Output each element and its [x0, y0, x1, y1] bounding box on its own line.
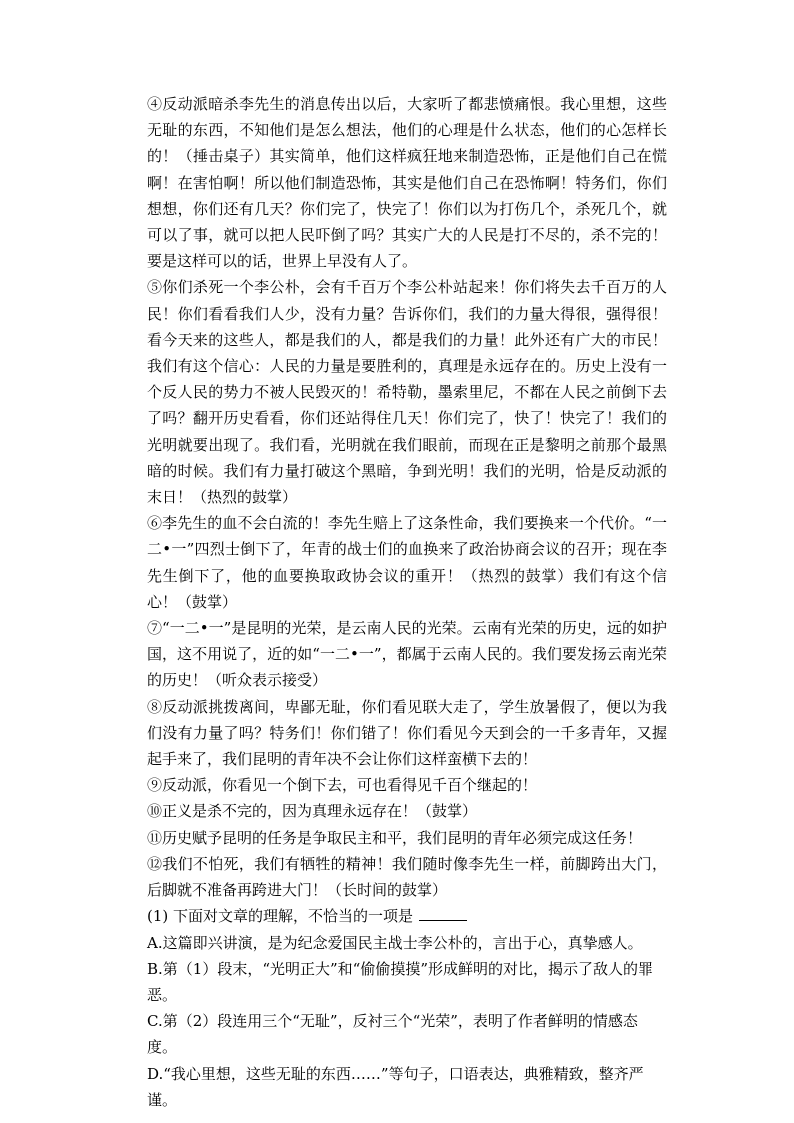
answer-blank[interactable] [419, 906, 467, 921]
paragraph-11: ⑪历史赋予昆明的任务是争取民主和平，我们昆明的青年必须完成这任务！ [147, 828, 643, 847]
paragraph-6: ⑥李先生的血不会白流的！李先生赔上了这条性命，我们要换来一个代价。“一二•一”四烈士倒下了，年青的战士们的血换来了政治协商会议的召开；现在李先生倒下了，他的血要换取政协会议的重开！（热烈的鼓掌）我们有这个信心！（鼓掌） [147, 514, 667, 611]
option-d: D.“我心里想，这些无耻的东西……”等句子，口语表达，典雅精致，整齐严谨。 [147, 1064, 644, 1109]
paragraph-5: ⑤你们杀死一个李公朴，会有千百万个李公朴站起来！你们将失去千百万的人民！你们看看我们人少，没有力量？告诉你们，我们的力量大得很，强得很！看今天来的这些人，都是我们的人，都是我们的力量！此外还有广大的市民！我们有这个信心：人民的力量是要胜利的，真理是永远存在的。历史上没有一个反人民的势力不被人民毁灭的！希特勒，墨索里尼，不都在人民之前倒下去了吗？翻开历史看看，你们还站得住几天！你们完了，快了！快完了！我们的光明就要出现了。我们看，光明就在我们眼前，而现在正是黎明之前那个最黑暗的时候。我们有力量打破这个黑暗，争到光明！我们的光明，恰是反动派的末日！（热烈的鼓掌） [147, 278, 667, 507]
question-stem: (1) 下面对文章的理解，不恰当的一项是 [147, 907, 414, 926]
question-stem-line [147, 903, 667, 929]
paragraph-8: ⑧反动派挑拨离间，卑鄙无耻，你们看见联大走了，学生放暑假了，便以为我们没有力量了吗？特务们！你们错了！你们看见今天到会的一千多青年，又握起手来了，我们昆明的青年决不会让你们这样蛮横下去的！ [147, 697, 667, 769]
paragraph-12: ⑫我们不怕死，我们有牺牲的精神！我们随时像李先生一样，前脚跨出大门，后脚就不准备再跨进大门！（长时间的鼓掌） [147, 854, 667, 900]
paragraph-7: ⑦“一二•一”是昆明的光荣，是云南人民的光荣。云南有光荣的历史，远的如护国，这不用说了，近的如“一二•一”，都属于云南人民的。我们要发扬云南光荣的历史！（听众表示接受） [147, 619, 667, 690]
paragraph-4: ④反动派暗杀李先生的消息传出以后，大家听了都悲愤痛恨。我心里想，这些无耻的东西，不知他们是怎么想法，他们的心理是什么状态，他们的心怎样长的！（捶击桌子）其实简单，他们这样疯狂地来制造恐怖，正是他们自己在慌啊！在害怕啊！所以他们制造恐怖，其实是他们自己在恐怖啊！特务们，你们想想，你们还有几天？你们完了，快完了！你们以为打伤几个，杀死几个，就可以了事，就可以把人民吓倒了吗？其实广大的人民是打不尽的，杀不完的！要是这样可以的话，世界上早没有人了。 [147, 95, 667, 271]
option-b: B.第（1）段末，“光明正大”和“偷偷摸摸”形成鲜明的对比，揭示了敌人的罪恶。 [147, 959, 654, 1004]
paragraph-10: ⑩正义是杀不完的，因为真理永远存在！（鼓掌） [147, 802, 478, 821]
option-c: C.第（2）段连用三个“无耻”，反衬三个“光荣”，表明了作者鲜明的情感态度。 [147, 1012, 638, 1057]
paragraph-9: ⑨反动派，你看见一个倒下去，可也看得见千百个继起的！ [147, 776, 538, 795]
document-page [147, 91, 667, 1113]
option-a: A.这篇即兴讲演，是为纪念爱国民主战士李公朴的，言出于心，真挚感人。 [147, 933, 643, 952]
